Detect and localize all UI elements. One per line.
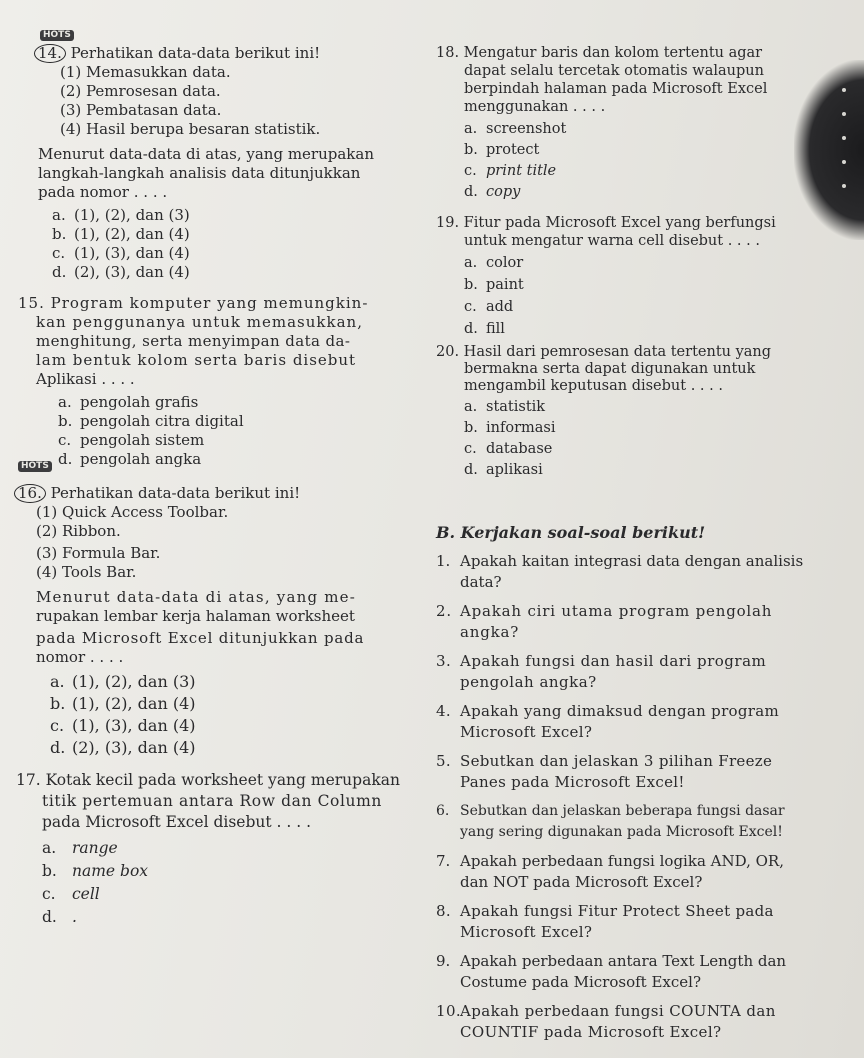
essay-question	[436, 1001, 848, 1043]
question-text: Apakah perbedaan antara Text Length dan	[460, 952, 787, 970]
data-item: (1) Quick Access Toolbar.	[36, 503, 229, 521]
essay-question	[436, 801, 848, 843]
option-letter: b.	[52, 225, 67, 243]
answer-option[interactable]	[16, 906, 434, 929]
option-letter: c.	[464, 441, 477, 457]
option-letter: a.	[464, 121, 478, 137]
option-text: range	[72, 839, 118, 857]
option-text: color	[486, 255, 524, 271]
answer-option[interactable]	[18, 412, 434, 431]
answer-option[interactable]	[436, 274, 836, 296]
question-20	[436, 344, 836, 481]
answer-option[interactable]	[436, 318, 836, 340]
question-text: Perhatikan data-data berikut ini!	[50, 484, 301, 502]
essay-question	[436, 551, 848, 593]
question-16	[14, 484, 434, 759]
answer-option[interactable]	[16, 837, 434, 860]
option-text: cell	[72, 885, 100, 903]
option-letter: a.	[464, 255, 478, 271]
essay-question	[436, 601, 848, 643]
question-text: angka?	[460, 623, 520, 641]
question-text: mengambil keputusan disebut . . . .	[464, 378, 723, 394]
question-number: 2.	[436, 602, 452, 620]
question-text: Aplikasi . . . .	[36, 370, 135, 388]
answer-option[interactable]	[34, 244, 434, 263]
question-text: data?	[460, 573, 502, 591]
question-stem: rupakan lembar kerja halaman worksheet	[36, 607, 355, 625]
option-letter: b.	[50, 694, 66, 713]
option-text: fill	[486, 321, 505, 337]
option-text: (1), (3), dan (4)	[74, 244, 190, 262]
question-number: 9.	[436, 952, 451, 970]
question-number: 17.	[16, 771, 41, 789]
option-letter: c.	[50, 716, 65, 735]
question-text: Apakah kaitan integrasi data dengan analisis	[460, 552, 804, 570]
option-letter: d.	[52, 263, 67, 281]
option-letter: a.	[42, 839, 57, 857]
data-item: (4) Hasil berupa besaran statistik.	[60, 120, 321, 138]
binding-hole	[842, 160, 846, 164]
option-letter: a.	[58, 393, 72, 411]
option-text: database	[486, 441, 553, 457]
answer-option[interactable]	[14, 737, 434, 759]
option-text: pengolah citra digital	[80, 412, 244, 430]
option-letter: a.	[464, 399, 478, 415]
option-text: (1), (2), dan (3)	[72, 672, 196, 691]
question-text: COUNTIF pada Microsoft Excel?	[460, 1023, 722, 1041]
question-text: pengolah angka?	[460, 673, 597, 691]
answer-option[interactable]	[14, 693, 434, 715]
data-item: (3) Formula Bar.	[36, 544, 161, 562]
question-number: 14.	[34, 44, 66, 63]
option-text: add	[486, 299, 514, 315]
question-text: Program komputer yang memungkin-	[50, 294, 369, 312]
option-letter: a.	[50, 672, 65, 691]
question-text: Apakah ciri utama program pengolah	[460, 602, 773, 620]
question-text: pada Microsoft Excel disebut . . . .	[42, 813, 312, 831]
question-number: 6.	[436, 803, 450, 819]
answer-option[interactable]	[18, 393, 434, 412]
answer-option[interactable]	[14, 715, 434, 737]
answer-option[interactable]	[436, 397, 836, 418]
option-text: name box	[72, 862, 149, 880]
option-letter: b.	[464, 142, 478, 158]
data-item: (2) Ribbon.	[36, 522, 121, 540]
question-number: 18.	[436, 45, 460, 61]
answer-option[interactable]	[436, 296, 836, 318]
question-text: Sebutkan dan jelaskan 3 pilihan Freeze	[460, 752, 773, 770]
answer-option[interactable]	[18, 450, 434, 469]
question-text: Apakah perbedaan fungsi logika AND, OR,	[460, 852, 784, 870]
question-number: 5.	[436, 752, 451, 770]
option-letter: d.	[464, 184, 478, 200]
option-letter: b.	[464, 420, 478, 436]
question-text: Microsoft Excel?	[460, 923, 593, 941]
question-text: berpindah halaman pada Microsoft Excel	[464, 81, 768, 97]
option-text: pengolah grafis	[80, 393, 199, 411]
question-text: Perhatikan data-data berikut ini!	[70, 44, 321, 62]
essay-section	[436, 522, 848, 1043]
question-text: Kotak kecil pada worksheet yang merupakan	[45, 771, 400, 789]
answer-option[interactable]	[436, 439, 836, 460]
question-text: Hasil dari pemrosesan data tertentu yang	[463, 344, 772, 360]
hots-badge: HOTS	[18, 461, 52, 472]
essay-question	[436, 901, 848, 943]
question-number: 10.	[436, 1002, 462, 1020]
question-text: Apakah perbedaan fungsi COUNTA dan	[460, 1002, 776, 1020]
option-letter: c.	[42, 885, 56, 903]
option-text: paint	[486, 277, 524, 293]
option-letter: b.	[42, 862, 57, 880]
data-item: (3) Pembatasan data.	[60, 101, 222, 119]
answer-option[interactable]	[436, 119, 826, 140]
question-text: titik pertemuan antara Row dan Column	[42, 792, 382, 810]
answer-option[interactable]	[16, 860, 434, 883]
binding-hole	[842, 184, 846, 188]
answer-option[interactable]	[436, 161, 826, 182]
answer-option[interactable]	[34, 206, 434, 225]
option-text: aplikasi	[486, 462, 543, 478]
essay-question	[436, 751, 848, 793]
option-letter: d.	[58, 450, 73, 468]
question-text: dapat selalu tercetak otomatis walaupun	[464, 63, 764, 79]
question-number: 16.	[14, 484, 46, 503]
question-text: Apakah fungsi dan hasil dari program	[460, 652, 767, 670]
option-text: (2), (3), dan (4)	[72, 738, 196, 757]
data-item: (2) Pemrosesan data.	[60, 82, 221, 100]
question-number: 4.	[436, 702, 451, 720]
question-number: 15.	[18, 294, 45, 312]
option-text: statistik	[486, 399, 546, 415]
question-number: 1.	[436, 552, 451, 570]
section-heading: B. Kerjakan soal-soal berikut!	[436, 523, 706, 542]
question-text: Costume pada Microsoft Excel?	[460, 973, 701, 991]
option-text: (1), (2), dan (3)	[74, 206, 190, 224]
question-19	[436, 214, 836, 340]
answer-option[interactable]	[436, 252, 836, 274]
binding-hole	[842, 88, 846, 92]
answer-option[interactable]	[34, 263, 434, 282]
answer-option[interactable]	[436, 182, 826, 203]
question-stem: pada Microsoft Excel ditunjukkan pada	[36, 629, 365, 647]
question-text: kan penggunanya untuk memasukkan,	[36, 313, 363, 331]
option-letter: c.	[58, 431, 72, 449]
question-text: Sebutkan dan jelaskan beberapa fungsi dasar	[460, 803, 785, 819]
option-text: (1), (2), dan (4)	[72, 694, 196, 713]
option-text: (2), (3), dan (4)	[74, 263, 190, 281]
answer-option[interactable]	[18, 431, 434, 450]
question-text: Apakah yang dimaksud dengan program	[460, 702, 780, 720]
option-text: copy	[486, 184, 521, 200]
question-number: 3.	[436, 652, 452, 670]
question-15	[18, 294, 434, 469]
question-text: Fitur pada Microsoft Excel yang berfungsi	[463, 215, 776, 231]
question-text: bermakna serta dapat digunakan untuk	[464, 361, 756, 377]
option-letter: c.	[52, 244, 66, 262]
option-text: pengolah sistem	[80, 431, 205, 449]
option-text: protect	[486, 142, 540, 158]
option-letter: d.	[50, 738, 66, 757]
question-number: 8.	[436, 902, 451, 920]
answer-option[interactable]	[436, 460, 836, 481]
question-text: Panes pada Microsoft Excel!	[460, 773, 685, 791]
question-text: menghitung, serta menyimpan data da-	[36, 332, 351, 350]
option-text: .	[72, 908, 77, 926]
answer-option[interactable]	[436, 418, 836, 439]
answer-option[interactable]	[34, 225, 434, 244]
question-number: 20.	[436, 344, 460, 360]
question-text: Apakah fungsi Fitur Protect Sheet pada	[460, 902, 774, 920]
question-text: lam bentuk kolom serta baris disebut	[36, 351, 357, 369]
option-text: pengolah angka	[80, 450, 202, 468]
binding-hole	[842, 136, 846, 140]
option-text: print title	[486, 163, 557, 179]
question-stem: Menurut data-data di atas, yang me-	[36, 588, 356, 606]
essay-question	[436, 701, 848, 743]
essay-question	[436, 851, 848, 893]
question-text: menggunakan . . . .	[464, 99, 606, 115]
option-text: (1), (2), dan (4)	[74, 225, 190, 243]
data-item: (4) Tools Bar.	[36, 563, 137, 581]
question-14	[34, 44, 434, 282]
option-text: informasi	[486, 420, 556, 436]
question-18	[436, 44, 826, 203]
answer-option[interactable]	[436, 140, 826, 161]
question-text: yang sering digunakan pada Microsoft Excel!	[460, 824, 783, 840]
data-item: (1) Memasukkan data.	[60, 63, 231, 81]
question-number: 19.	[436, 215, 460, 231]
option-letter: b.	[464, 277, 478, 293]
question-17	[16, 770, 434, 929]
option-letter: d.	[464, 462, 478, 478]
option-letter: b.	[58, 412, 73, 430]
option-letter: c.	[464, 299, 477, 315]
option-letter: a.	[52, 206, 66, 224]
question-number: 7.	[436, 852, 451, 870]
question-stem: langkah-langkah analisis data ditunjukkan	[38, 164, 361, 182]
answer-option[interactable]	[16, 883, 434, 906]
essay-question	[436, 651, 848, 693]
question-text: dan NOT pada Microsoft Excel?	[460, 873, 703, 891]
question-stem: Menurut data-data di atas, yang merupakan	[38, 145, 374, 163]
option-letter: d.	[42, 908, 57, 926]
question-text: Microsoft Excel?	[460, 723, 593, 741]
question-stem: nomor . . . .	[36, 648, 124, 666]
option-text: screenshot	[486, 121, 567, 137]
option-letter: c.	[464, 163, 477, 179]
question-text: untuk mengatur warna cell disebut . . . .	[464, 233, 760, 249]
binding-hole	[842, 112, 846, 116]
question-text: Mengatur baris dan kolom tertentu agar	[463, 45, 763, 61]
hots-badge: HOTS	[40, 30, 74, 41]
option-letter: d.	[464, 321, 478, 337]
option-text: (1), (3), dan (4)	[72, 716, 196, 735]
question-stem: pada nomor . . . .	[38, 183, 168, 201]
essay-question	[436, 951, 848, 993]
answer-option[interactable]	[14, 671, 434, 693]
